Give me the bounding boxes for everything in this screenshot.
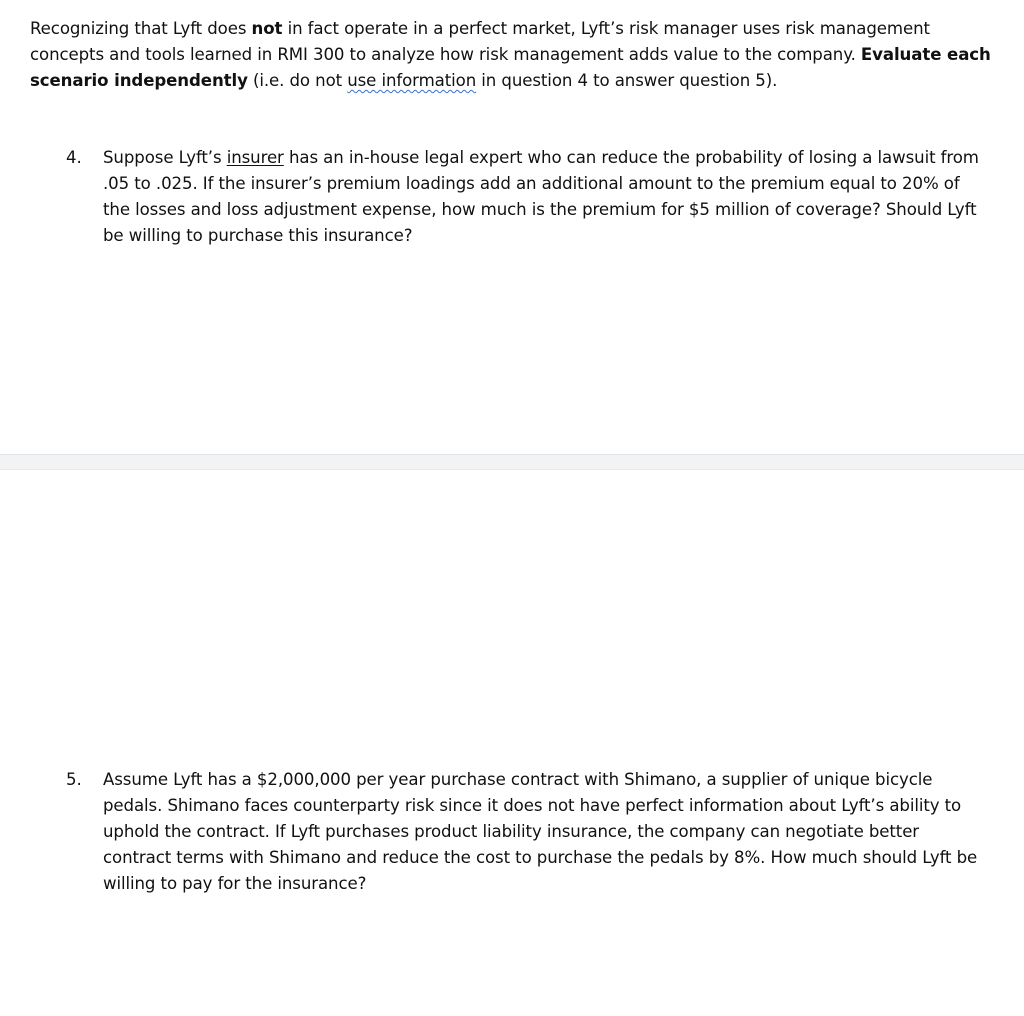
question-5 bbox=[66, 767, 986, 897]
page-break bbox=[0, 454, 1024, 470]
intro-paragraph bbox=[30, 16, 1005, 94]
underlined-insurer: insurer bbox=[226, 148, 284, 167]
spellcheck-flagged-text[interactable]: use information bbox=[347, 71, 477, 90]
question-4 bbox=[66, 145, 986, 249]
intro-bold-not: not bbox=[251, 19, 283, 38]
question-4-text-1: Suppose Lyft’s bbox=[103, 148, 227, 167]
question-number: 4. bbox=[66, 148, 82, 167]
document-page-bottom bbox=[0, 470, 1024, 1016]
question-number: 5. bbox=[66, 770, 82, 789]
intro-text-3: (i.e. do not bbox=[247, 71, 348, 90]
document-page-top bbox=[0, 0, 1024, 454]
question-text bbox=[103, 145, 983, 249]
intro-text-4: in question 4 to answer question 5). bbox=[476, 71, 778, 90]
question-text: Assume Lyft has a $2,000,000 per year purchase contract with Shimano, a supplier of unique bicycle pedals. Shimano faces counterparty risk since it does not have perfect information about Lyft’s ability to uphold the contract. If Lyft purchases product liability insurance, the company can negotiate better contract terms with Shimano and reduce the cost to purchase the pedals by 8%. How much should Lyft be willing to pay for the insurance? bbox=[103, 770, 978, 893]
intro-text-1: Recognizing that Lyft does bbox=[30, 19, 252, 38]
question-4-text-2: has an in-house legal expert who can reduce the probability of losing a lawsuit from .05 to .025. If the insurer’s premium loadings add an additional amount to the premium equal to 20% of the losses and loss adjustment expense, how much is the premium for $5 million of coverage? Should Lyft be willing to purchase this insurance? bbox=[103, 148, 979, 245]
intro-bold-evaluate: Evaluate each scenario independently bbox=[30, 45, 991, 90]
intro-text-2: in fact operate in a perfect market, Lyft’s risk manager uses risk management concepts and tools learned in RMI 300 to analyze how risk management adds value to the company. bbox=[30, 19, 930, 64]
